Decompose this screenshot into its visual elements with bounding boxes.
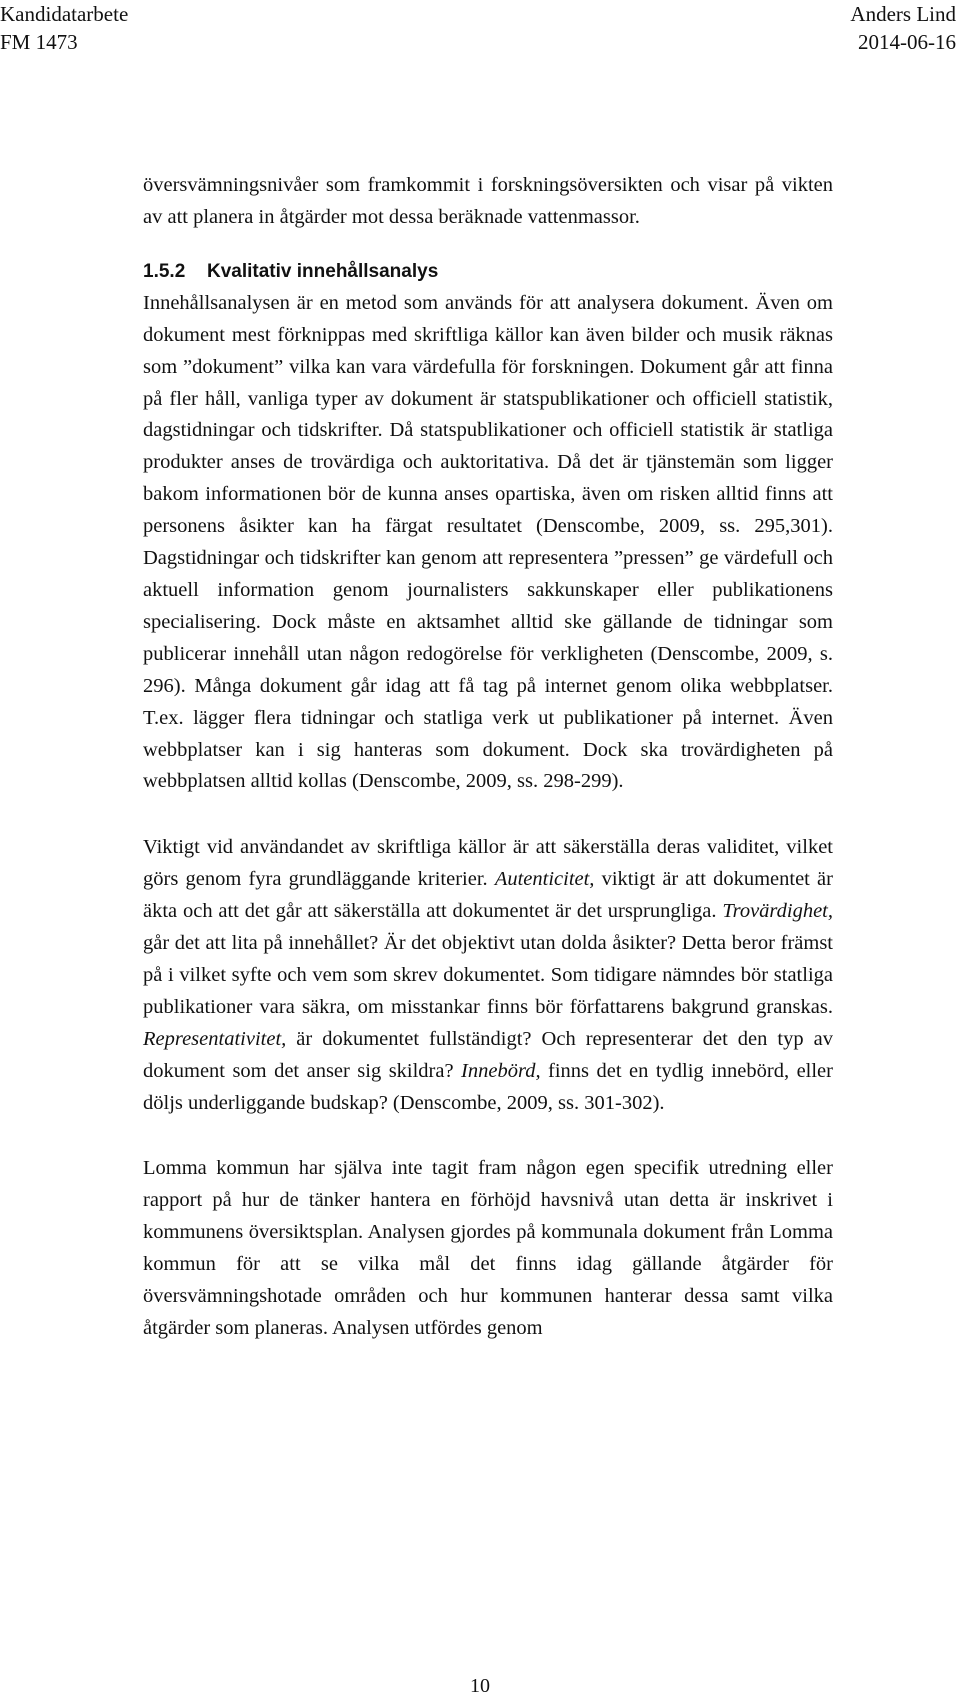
criteria-text-5: finns det en tydlig innebörd, eller döljs underliggande budskap? (Denscombe, 2009, ss. 301-302). bbox=[143, 1059, 833, 1114]
section-heading bbox=[143, 256, 833, 288]
criteria-text-1: Viktigt vid användandet av skriftliga källor är att säkerställa deras validitet, vilket görs genom fyra grundläggande kriterier. bbox=[143, 836, 833, 891]
document-body bbox=[143, 170, 833, 1345]
page-number: 10 bbox=[470, 1675, 490, 1697]
header-course-code: FM 1473 bbox=[0, 30, 78, 54]
intro-paragraph: översvämningsnivåer som framkommit i forskningsöversikten och visar på vikten av att planera in åtgärder mot dessa beräknade vattenmassor. bbox=[143, 174, 833, 228]
term-innebord: Innebörd, bbox=[461, 1059, 541, 1082]
paragraph-method: Innehållsanalysen är en metod som används för att analysera dokument. Även om dokument mest förknippas med skriftliga källor kan även bilder och musik räknas som ”dokument” vilka kan vara värdefulla för forskningen. Dokument går att finna på fler håll, vanliga typer av dokument är statspublikationer och officiell statistik, dagstidningar och tidskrifter. Då statspublikationer och officiell statistik är statliga produkter anses de trovärdiga och auktoritativa. Då det är tjänstemän som ligger bakom informationen bör de kunna anses opartiska, även om risken alltid finns att personens åsikter kan ha färgat resultatet (Denscombe, 2009, ss. 295,301). Dagstidningar och tidskrifter kan genom att representera ”pressen” ge värdefull och aktuell information genom journalisters sakkunskaper eller publikationens specialisering. Dock måste en aktsamhet alltid ske gällande de tidningar som publicerar innehåll utan någon redogörelse för verkligheten (Denscombe, 2009, s. 296). Många dokument går idag att få tag på internet genom olika webbplatser. T.ex. lägger flera tidningar och statliga verk ut publikationer på internet. Även webbplatser kan i sig hanteras som dokument. Dock ska trovärdigheten på webbplatsen alltid kollas (Denscombe, 2009, ss. 298-299). bbox=[143, 291, 833, 793]
page-header bbox=[0, 0, 960, 60]
header-date: 2014-06-16 bbox=[858, 30, 956, 54]
paragraph-lomma: Lomma kommun har själva inte tagit fram någon egen specifik utredning eller rapport på hur de tänker hantera en förhöjd havsnivå utan detta är inskrivet i kommunens översiktsplan. Analysen gjordes på kommunala dokument från Lomma kommun för att se vilka mål det finns idag gällande åtgärder för översvämningshotade områden och hur kommunen hanterar dessa samt vilka åtgärder som planeras. Analysen utfördes genom bbox=[143, 1157, 833, 1339]
paragraph-criteria bbox=[143, 832, 833, 1119]
term-trovardighet: Trovärdighet, bbox=[722, 900, 833, 923]
term-representativitet: Representativitet, bbox=[143, 1027, 287, 1050]
criteria-text-3: går det att lita på innehållet? Är det objektivt utan dolda åsikter? Detta beror främst på i vilket syfte och vem som skrev dokumentet. Som tidigare nämndes bör statliga publikationer vara säkra, om misstankar finns bör författarens bakgrund granskas. bbox=[143, 932, 833, 1018]
header-course-type: Kandidatarbete bbox=[0, 2, 129, 26]
section-title: Kvalitativ innehållsanalys bbox=[207, 260, 439, 282]
criteria-text-4: är dokumentet fullständigt? Och representerar det den typ av dokument som det anser sig skildra? bbox=[143, 1027, 833, 1082]
section-number: 1.5.2 bbox=[143, 260, 186, 282]
term-autenticitet: Autenticitet, bbox=[494, 868, 595, 891]
criteria-text-2: viktigt är att dokumentet är äkta och att det går att säkerställa att dokumentet är det ursprungliga. bbox=[143, 868, 833, 923]
header-author: Anders Lind bbox=[850, 2, 956, 26]
